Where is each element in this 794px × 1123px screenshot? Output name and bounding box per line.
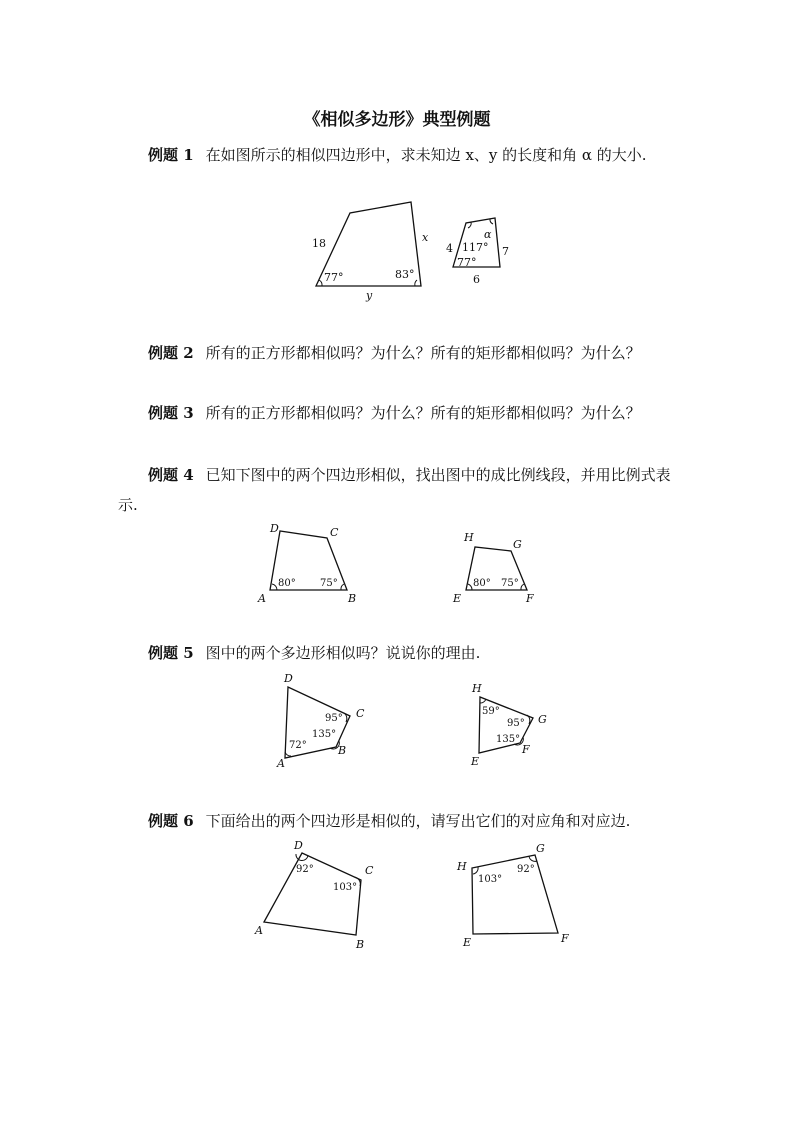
angle-alpha: α — [484, 228, 492, 241]
example-text: 所有的正方形都相似吗？为什么？所有的矩形都相似吗？为什么？ — [205, 404, 641, 422]
angle-77-small: 77° — [457, 256, 477, 269]
angle-103-right: 103° — [478, 874, 503, 885]
example-text: 图中的两个多边形相似吗？说说你的理由. — [205, 644, 481, 662]
vertex-h: H — [464, 531, 474, 544]
vertex-f: F — [522, 743, 530, 756]
vertex-d: D — [284, 672, 293, 685]
vertex-c: C — [356, 707, 365, 720]
example-text: 所有的正方形都相似吗？为什么？所有的矩形都相似吗？为什么？ — [205, 344, 641, 362]
angle-72: 72° — [289, 740, 307, 751]
angle-80-right: 80° — [473, 578, 491, 589]
angle-59: 59° — [482, 706, 500, 717]
angle-80: 80° — [278, 578, 296, 589]
example-2 — [118, 338, 678, 368]
vertex-c: C — [365, 864, 374, 877]
example-4 — [118, 460, 678, 520]
vertex-e: E — [471, 755, 480, 768]
example-5-figure — [270, 670, 580, 775]
vertex-a: A — [258, 592, 266, 605]
example-label: 例题 3 — [148, 404, 194, 422]
example-6 — [118, 806, 678, 836]
example-label: 例题 2 — [148, 344, 194, 362]
example-label: 例题 5 — [148, 644, 194, 662]
vertex-c: C — [330, 526, 339, 539]
vertex-d: D — [294, 839, 303, 852]
side-label-4: 4 — [446, 242, 453, 255]
angle-135: 135° — [312, 729, 337, 740]
angle-77: 77° — [324, 271, 344, 284]
side-label-18: 18 — [312, 237, 326, 250]
vertex-a: A — [277, 757, 285, 770]
angle-103: 103° — [333, 882, 358, 893]
example-label: 例题 6 — [148, 812, 194, 830]
vertex-e: E — [453, 592, 462, 605]
example-label: 例题 1 — [148, 146, 194, 164]
side-label-y: y — [366, 289, 373, 302]
vertex-f: F — [561, 932, 569, 945]
angle-92-right: 92° — [517, 864, 535, 875]
angle-92: 92° — [296, 864, 314, 875]
vertex-e: E — [463, 936, 472, 949]
example-5 — [118, 638, 678, 668]
vertex-h: H — [457, 860, 467, 873]
example-1-figure — [300, 195, 530, 305]
angle-135-right: 135° — [496, 734, 521, 745]
angle-95: 95° — [325, 713, 343, 724]
vertex-f: F — [526, 592, 534, 605]
angle-75-right: 75° — [501, 578, 519, 589]
example-label: 例题 4 — [148, 466, 194, 484]
example-text: 已知下图中的两个四边形相似，找出图中的成比例线段，并用比例式表示. — [118, 466, 671, 514]
example-4-figure — [255, 520, 555, 608]
vertex-g: G — [538, 713, 547, 726]
vertex-b: B — [356, 938, 365, 951]
angle-75: 75° — [320, 578, 338, 589]
example-text: 下面给出的两个四边形是相似的，请写出它们的对应角和对应边. — [205, 812, 631, 830]
vertex-a: A — [255, 924, 263, 937]
example-1 — [118, 140, 678, 170]
example-3 — [118, 398, 678, 428]
example-text: 在如图所示的相似四边形中，求未知边 x、y 的长度和角 α 的大小. — [205, 146, 647, 164]
vertex-g: G — [513, 538, 522, 551]
vertex-g: G — [536, 842, 545, 855]
vertex-h: H — [472, 682, 482, 695]
side-label-x: x — [422, 231, 429, 244]
vertex-b: B — [348, 592, 357, 605]
angle-117: 117° — [462, 241, 489, 254]
side-label-7: 7 — [502, 245, 509, 258]
angle-83: 83° — [395, 268, 415, 281]
example-6-figure — [250, 838, 590, 958]
side-label-6: 6 — [473, 273, 480, 286]
vertex-b: B — [338, 744, 347, 757]
vertex-d: D — [270, 522, 279, 535]
page-title: 《相似多边形》典型例题 — [303, 110, 491, 130]
angle-95-right: 95° — [507, 718, 525, 729]
quadrilateral-efgh-ex6 — [472, 855, 558, 934]
